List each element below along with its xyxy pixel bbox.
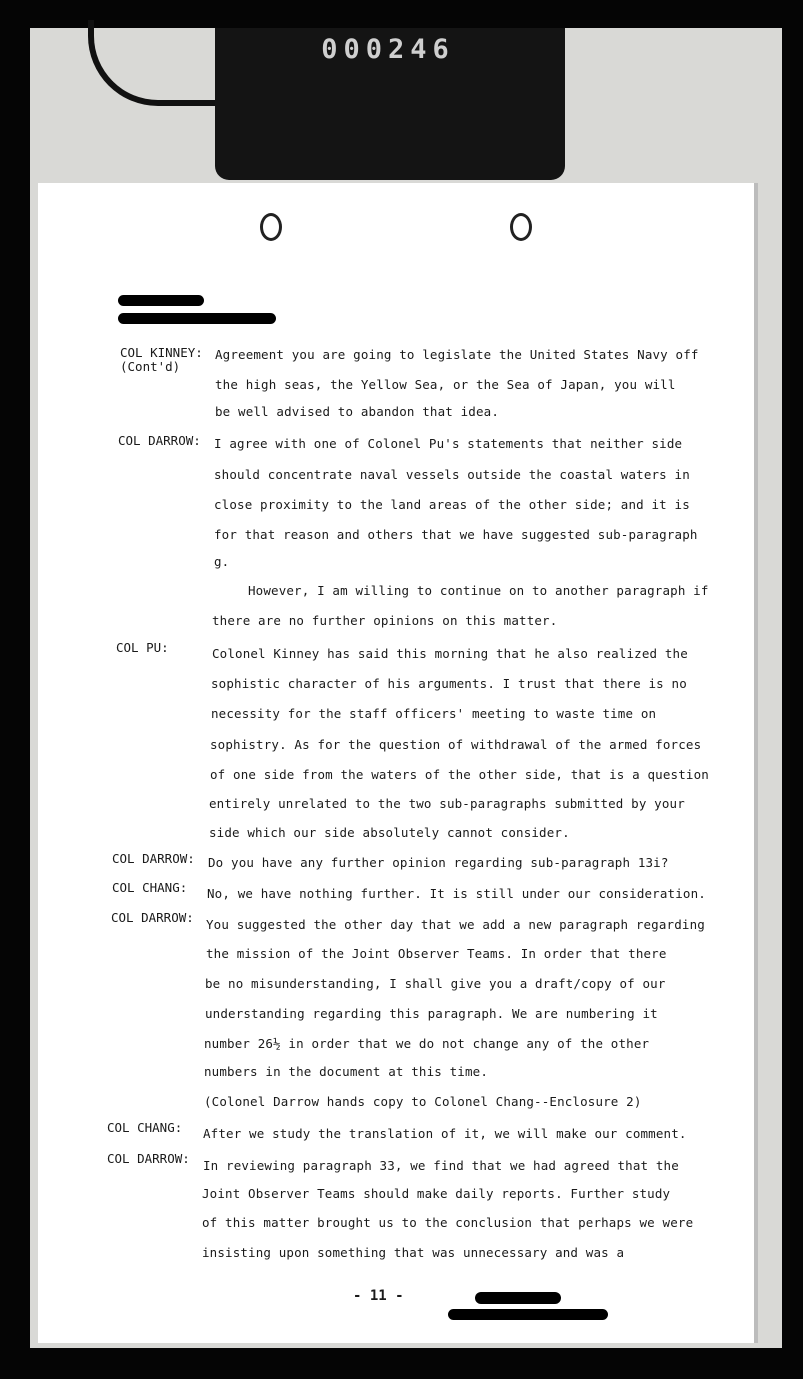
speaker-label: COL DARROW: [107,1151,190,1166]
speaker-label: COL PU: [116,640,169,655]
punch-hole-right [510,213,532,241]
text-line: sophistic character of his arguments. I trust that there is no [211,676,687,691]
frame-counter: 000246 [321,34,455,65]
text-line: close proximity to the land areas of the other side; and it is [214,497,690,512]
frame-counter-device [215,28,565,180]
text-line: number 26½ in order that we do not change any of the other [204,1036,650,1051]
text-line: there are no further opinions on this matter. [212,613,558,628]
speaker-label: (Cont'd) [120,359,181,374]
text-line: However, I am willing to continue on to another paragraph if [248,583,709,598]
text-line: Colonel Kinney has said this morning that he also realized the [212,646,688,661]
speaker-label: COL DARROW: [118,433,201,448]
redaction-bar [118,313,276,324]
text-line: side which our side absolutely cannot consider. [209,825,570,840]
text-line: (Colonel Darrow hands copy to Colonel Chang--Enclosure 2) [204,1094,642,1109]
text-line: insisting upon something that was unnecessary and was a [202,1245,625,1260]
text-line: After we study the translation of it, we will make our comment. [203,1126,687,1141]
text-line: Agreement you are going to legislate the United States Navy off [215,347,699,362]
speaker-label: COL KINNEY: [120,345,203,360]
text-line: sophistry. As for the question of withdrawal of the armed forces [210,737,702,752]
text-line: I agree with one of Colonel Pu's statements that neither side [214,436,683,451]
text-line: Do you have any further opinion regarding sub-paragraph 13i? [208,855,669,870]
speaker-label: COL CHANG: [112,880,188,895]
text-line: the mission of the Joint Observer Teams. In order that there [206,946,667,961]
text-line: the high seas, the Yellow Sea, or the Sea of Japan, you will [215,377,676,392]
text-line: be no misunderstanding, I shall give you a draft/copy of our [205,976,666,991]
speaker-label: COL DARROW: [111,910,194,925]
text-line: No, we have nothing further. It is still under our consideration. [207,886,706,901]
redaction-bar [118,295,204,306]
text-line: understanding regarding this paragraph. We are numbering it [205,1006,658,1021]
text-line: of this matter brought us to the conclusion that perhaps we were [202,1215,694,1230]
redaction-bar [448,1309,608,1320]
text-line: In reviewing paragraph 33, we find that we had agreed that the [203,1158,679,1173]
document-page [38,183,754,1343]
page-number: - 11 - [353,1288,404,1304]
speaker-label: COL DARROW: [112,851,195,866]
text-line: necessity for the staff officers' meeting to waste time on [211,706,657,721]
text-line: g. [214,554,230,569]
text-line: should concentrate naval vessels outside the coastal waters in [214,467,690,482]
punch-hole-left [260,213,282,241]
text-line: of one side from the waters of the other side, that is a question [210,767,709,782]
text-line: entirely unrelated to the two sub-paragraphs submitted by your [209,796,685,811]
text-line: numbers in the document at this time. [204,1064,488,1079]
text-line: You suggested the other day that we add a new paragraph regarding [206,917,705,932]
text-line: Joint Observer Teams should make daily reports. Further study [202,1186,671,1201]
speaker-label: COL CHANG: [107,1120,183,1135]
text-line: be well advised to abandon that idea. [215,404,499,419]
text-line: for that reason and others that we have suggested sub-paragraph [214,527,698,542]
redaction-bar [475,1292,561,1304]
